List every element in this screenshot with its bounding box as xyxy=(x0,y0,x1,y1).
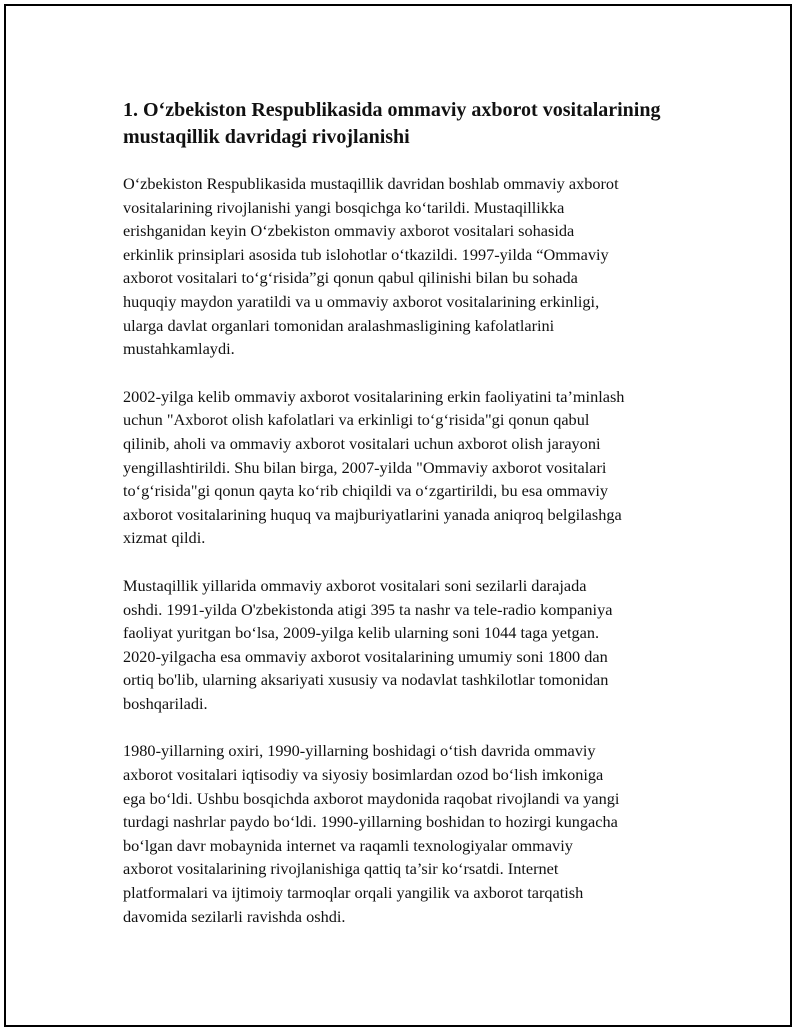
document-body xyxy=(123,97,698,952)
paragraph-1: O‘zbekiston Respublikasida mustaqillik davridan boshlab ommaviy axborot vositalarining rivojlanishi yangi bosqichga ko‘tarildi. Mustaqillikka erishganidan keyin O‘zbekiston ommaviy axborot vositalari sohasida erkinlik prinsiplari asosida tub islohotlar o‘tkazildi. 1997-yilda “Ommaviy axborot vositalari to‘g‘risida”gi qonun qabul qilinishi bilan bu sohada huquqiy maydon yaratildi va u ommaviy axborot vositalarining erkinligi, ularga davlat organlari tomonidan aralashmasligining kafolatlarini mustahkamlaydi. xyxy=(123,174,619,359)
page-frame xyxy=(4,4,792,1027)
paragraph-2: 2002-yilga kelib ommaviy axborot vositalarining erkin faoliyatini ta’minlash uchun "Axborot olish kafolatlari va erkinligi to‘g‘risida"gi qonun qabul qilinib, aholi va ommaviy axborot vositalari uchun axborot olish jarayoni yengillashtirildi. Shu bilan birga, 2007-yilda "Ommaviy axborot vositalari to‘g‘risida"gi qonun qayta ko‘rib chiqildi va o‘zgartirildi, bu esa ommaviy axborot vositalarining huquq va majburiyatlarini yanada aniqroq belgilashga xizmat qildi. xyxy=(123,386,625,548)
paragraph-3: Mustaqillik yillarida ommaviy axborot vositalari soni sezilarli darajada oshdi. 1991-yilda O'zbekistonda atigi 395 ta nashr va tele-radio kompaniya faoliyat yuritgan bo‘lsa, 2009-yilga kelib ularning soni 1044 taga yetgan. 2020-yilgacha esa ommaviy axborot vositalarining umumiy soni 1800 dan ortiq bo'lib, ularning aksariyati xususiy va nodavlat tashkilotlar tomonidan boshqariladi. xyxy=(123,575,613,713)
paragraph-4: 1980-yillarning oxiri, 1990-yillarning boshidagi o‘tish davrida ommaviy axborot vositalari iqtisodiy va siyosiy bosimlardan ozod bo‘lish imkoniga ega bo‘ldi. Ushbu bosqichda axborot maydonida raqobat rivojlandi va yangi turdagi nashrlar paydo bo‘ldi. 1990-yillarning boshidan to hozirgi kungacha bo‘lgan davr mobaynida internet va raqamli texnologiyalar ommaviy axborot vositalarining rivojlanishiga qattiq ta’sir ko‘rsatdi. Internet platformalari va ijtimoiy tarmoqlar orqali yangilik va axborot tarqatish davomida sezilarli ravishda oshdi. xyxy=(123,741,620,926)
section-heading: 1. O‘zbekiston Respublikasida ommaviy axborot vositalarining mustaqillik davridagi rivojlanishi xyxy=(123,99,661,148)
